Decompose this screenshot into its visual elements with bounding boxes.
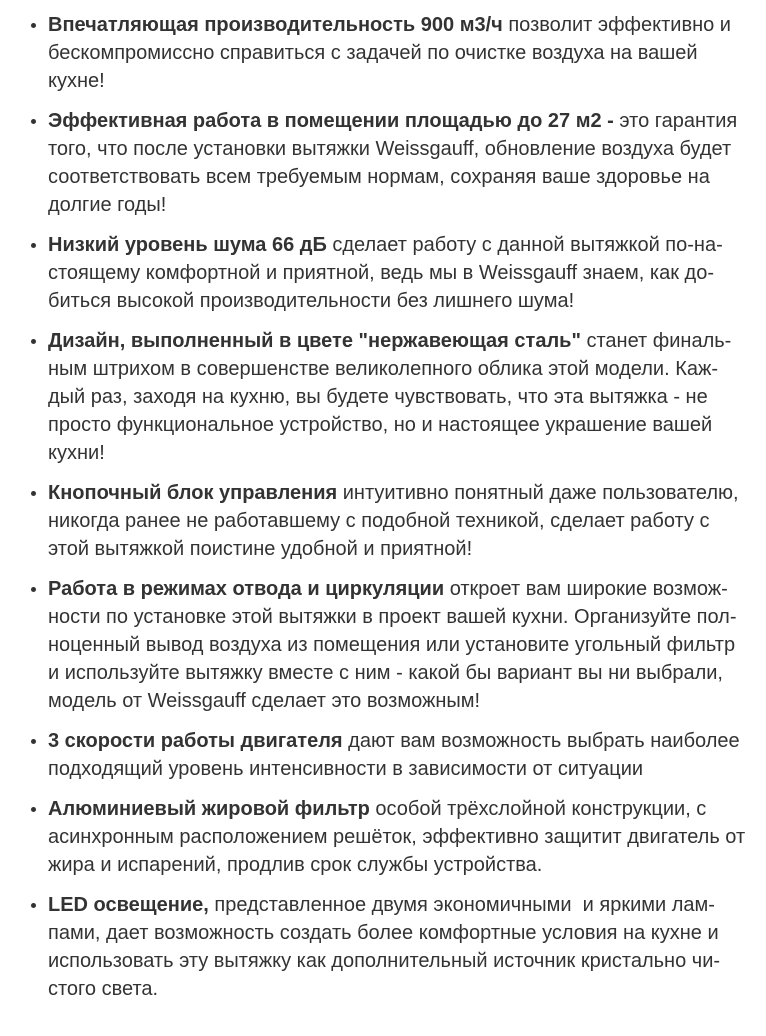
feature-item <box>48 107 748 219</box>
feature-text: особой трёхслойной конструкции, с асинхронным расположением решёток, эффективно защитит двигатель от жира и испарений, продлив срок службы устройства. <box>48 798 751 876</box>
feature-text: откроет вам широкие возможности по установке этой вытяжки в проект вашей кухни. Организуйте полноценный вывод воздуха из помещения или установите угольный фильтр и используйте вытяжку вместе с ним - какой бы вариант вы ни выбрали, модель от Weissgauff сделает это возможным! <box>48 578 741 712</box>
feature-item <box>48 11 748 95</box>
feature-list <box>0 11 766 1003</box>
feature-text: представленное двумя экономичными и яркими лампами, дает возможность создать более комфортные условия на кухне и использовать эту вытяжку как дополнительный источник кристально чистого света. <box>48 894 725 1000</box>
feature-highlight: LED освещение, <box>48 894 209 916</box>
feature-highlight: Эффективная работа в помещении площадью до 27 м2 - <box>48 110 614 132</box>
feature-item <box>48 795 751 879</box>
feature-highlight: Низкий уровень шума 66 дБ <box>48 234 327 256</box>
feature-text: это гарантия того, что после установки вытяжки Weissgauff, обновление воздуха будет соответствовать всем требуемым нормам, сохраняя ваше здоровье на долгие годы! <box>48 110 743 216</box>
feature-text: дают вам возможность выбрать наиболее подходящий уровень интенсивности в зависимости от ситуации <box>48 730 746 780</box>
feature-text: сделает работу с данной вытяжкой по-настоящему комфортной и приятной, ведь мы в Weissgauff знаем, как добиться высокой производительности без лишнего шума! <box>48 234 723 312</box>
feature-item <box>48 327 748 467</box>
feature-text: станет финальным штрихом в совершенстве великолепного облика этой модели. Каждый раз, заходя на кухню, вы будете чувствовать, что эта вытяжка - не просто функциональное устройство, но и настоящее украшение вашей кухни! <box>48 330 732 464</box>
feature-highlight: Алюминиевый жировой фильтр <box>48 798 370 820</box>
feature-text: позволит эффективно и бескомпромиссно справиться с задачей по очистке воздуха на вашей кухне! <box>48 14 737 92</box>
page <box>0 11 766 1036</box>
feature-item <box>48 479 748 563</box>
feature-item <box>48 727 748 783</box>
feature-highlight: Впечатляющая производительность 900 м3/ч <box>48 14 503 36</box>
feature-text: интуитивно понятный даже пользователю, никогда ранее не работавшему с подобной техникой, сделает работу с этой вытяжкой поистине удобной и приятной! <box>48 482 745 560</box>
feature-highlight: 3 скорости работы двигателя <box>48 730 343 752</box>
feature-highlight: Работа в режимах отвода и циркуляции <box>48 578 445 600</box>
feature-item <box>48 891 748 1003</box>
feature-item <box>48 575 748 715</box>
feature-highlight: Кнопочный блок управления <box>48 482 338 504</box>
feature-highlight: Дизайн, выполненный в цвете "нержавеющая сталь" <box>48 330 581 352</box>
feature-item <box>48 231 748 315</box>
